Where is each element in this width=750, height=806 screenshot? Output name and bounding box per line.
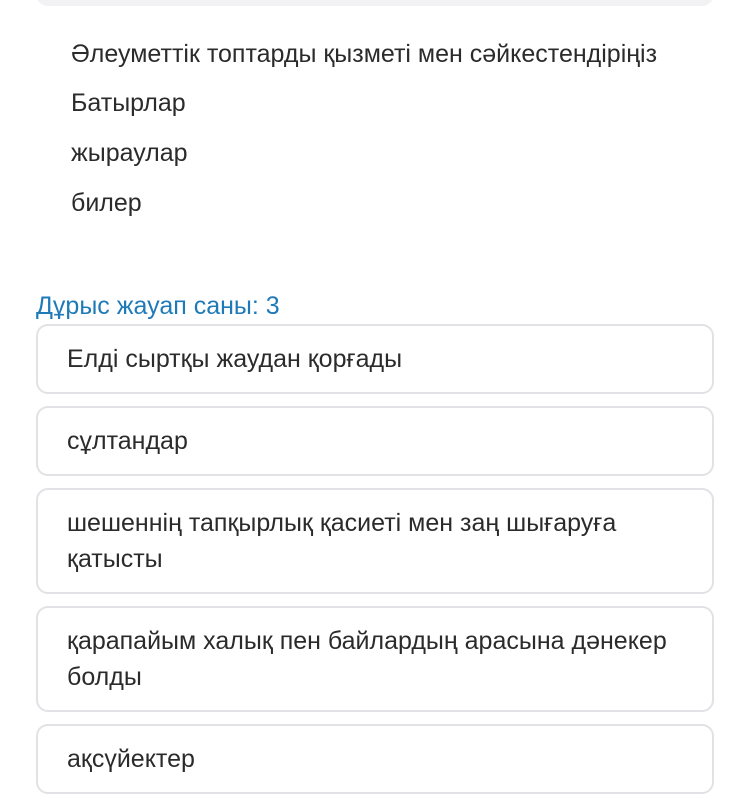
term-item: Батырлар	[71, 89, 186, 117]
answer-options-list	[36, 324, 714, 806]
term-item: билер	[71, 189, 142, 217]
answer-option[interactable]: ақсүйектер	[36, 724, 714, 794]
answer-option[interactable]: шешеннің тапқырлық қасиеті мен заң шығаруға қатысты	[36, 488, 714, 594]
answer-option[interactable]: Елді сыртқы жаудан қорғады	[36, 324, 714, 394]
answer-option[interactable]: сұлтандар	[36, 406, 714, 476]
question-prompt: Әлеуметтік топтарды қызметі мен сәйкестендіріңіз	[71, 40, 658, 68]
previous-card-edge	[36, 0, 714, 6]
question-block	[71, 36, 691, 235]
correct-answer-count: Дұрыс жауап саны: 3	[36, 292, 280, 320]
term-item: жыраулар	[71, 139, 188, 167]
answer-option[interactable]: қарапайым халық пен байлардың арасына дәнекер болды	[36, 606, 714, 712]
